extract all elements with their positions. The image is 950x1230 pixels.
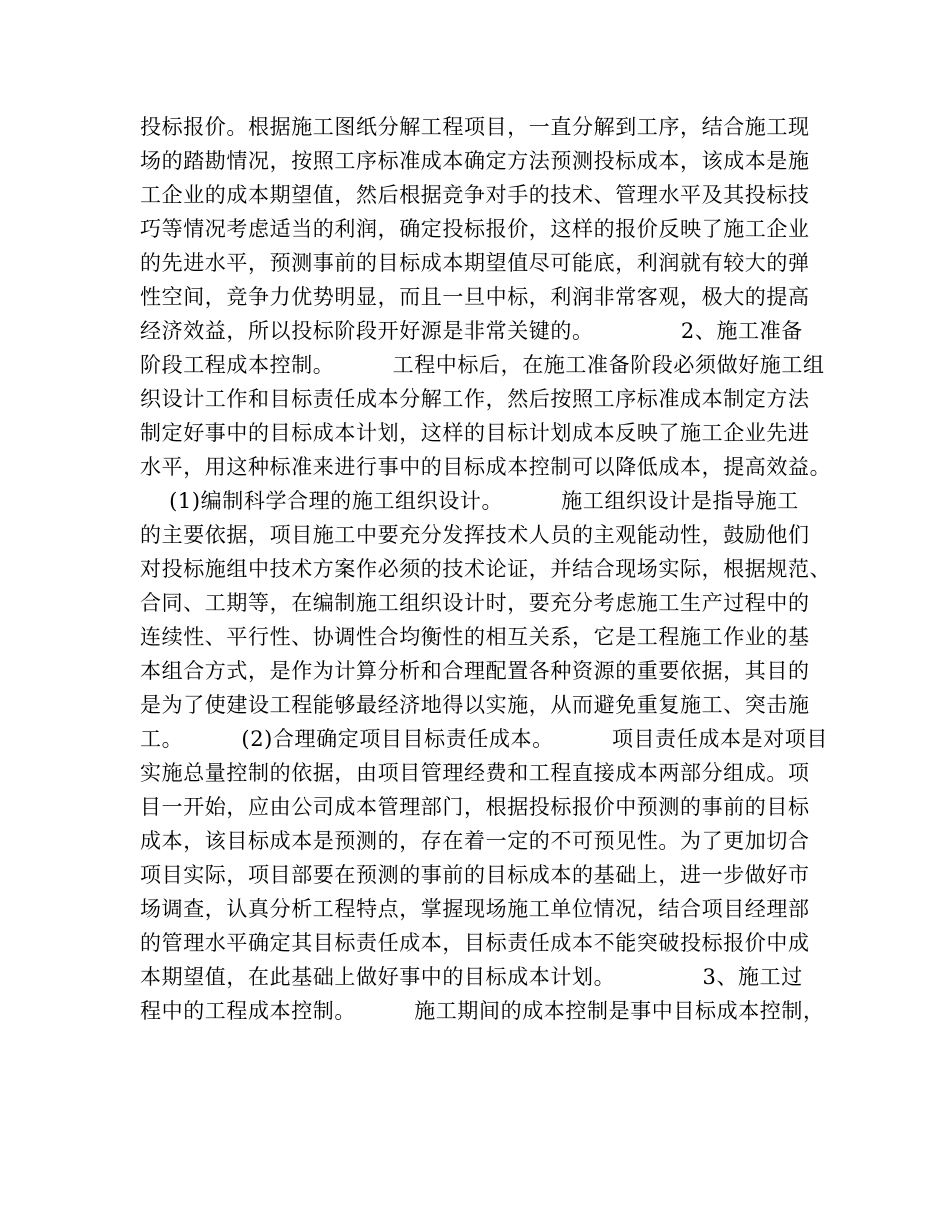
text-line: 成本，该目标成本是预测的，存在着一定的不可预见性。为了更加切合 <box>140 829 810 853</box>
text-line: 是为了使建设工程能够最经济地得以实施，从而避免重复施工、突击施 <box>140 693 810 717</box>
text-line: 制定好事中的目标成本计划，这样的目标计划成本反映了施工企业先进 <box>140 421 810 445</box>
text-line: 阶段工程成本控制。 工程中标后，在施工准备阶段必须做好施工组 <box>140 353 825 377</box>
text-line: 工。 (2)合理确定项目目标责任成本。 项目责任成本是对项目 <box>140 727 828 751</box>
text-line: 程中的工程成本控制。 施工期间的成本控制是事中目标成本控制， <box>140 999 825 1023</box>
text-line: 项目实际，项目部要在预测的事前的目标成本的基础上，进一步做好市 <box>140 863 810 887</box>
text-line: 工企业的成本期望值，然后根据竞争对手的技术、管理水平及其投标技 <box>140 183 810 207</box>
text-line: 场的踏勘情况，按照工序标准成本确定方法预测投标成本，该成本是施 <box>140 149 810 173</box>
text-line: 的主要依据，项目施工中要充分发挥技术人员的主观能动性，鼓励他们 <box>140 523 810 547</box>
text-line: 场调查，认真分析工程特点，掌握现场施工单位情况，结合项目经理部 <box>140 897 810 921</box>
text-line: 目一开始，应由公司成本管理部门，根据投标报价中预测的事前的目标 <box>140 795 810 819</box>
text-line: 本期望值，在此基础上做好事中的目标成本计划。 3、施工过 <box>140 965 803 989</box>
text-line: 性空间，竞争力优势明显，而且一旦中标，利润非常客观，极大的提高 <box>140 285 810 309</box>
text-line: 合同、工期等，在编制施工组织设计时，要充分考虑施工生产过程中的 <box>140 591 810 615</box>
text-line: 的先进水平，预测事前的目标成本期望值尽可能底，利润就有较大的弹 <box>140 251 810 275</box>
text-line: 的管理水平确定其目标责任成本，目标责任成本不能突破投标报价中成 <box>140 931 810 955</box>
text-line: (1)编制科学合理的施工组织设计。 施工组织设计是指导施工 <box>140 489 799 513</box>
text-line: 经济效益，所以投标阶段开好源是非常关键的。 2、施工准备 <box>140 319 803 343</box>
text-line: 本组合方式，是作为计算分析和合理配置各种资源的重要依据，其目的 <box>140 659 810 683</box>
text-line: 实施总量控制的依据，由项目管理经费和工程直接成本两部分组成。项 <box>140 761 810 785</box>
text-line: 织设计工作和目标责任成本分解工作，然后按照工序标准成本制定方法 <box>140 387 810 411</box>
text-line: 水平，用这种标准来进行事中的目标成本控制可以降低成本，提高效益。 <box>140 455 832 479</box>
text-line: 对投标施组中技术方案作必须的技术论证，并结合现场实际，根据规范、 <box>140 557 832 581</box>
text-line: 连续性、平行性、协调性合均衡性的相互关系，它是工程施工作业的基 <box>140 625 810 649</box>
text-line: 巧等情况考虑适当的利润，确定投标报价，这样的报价反映了施工企业 <box>140 217 810 241</box>
text-line: 投标报价。根据施工图纸分解工程项目，一直分解到工序，结合施工现 <box>140 115 810 139</box>
